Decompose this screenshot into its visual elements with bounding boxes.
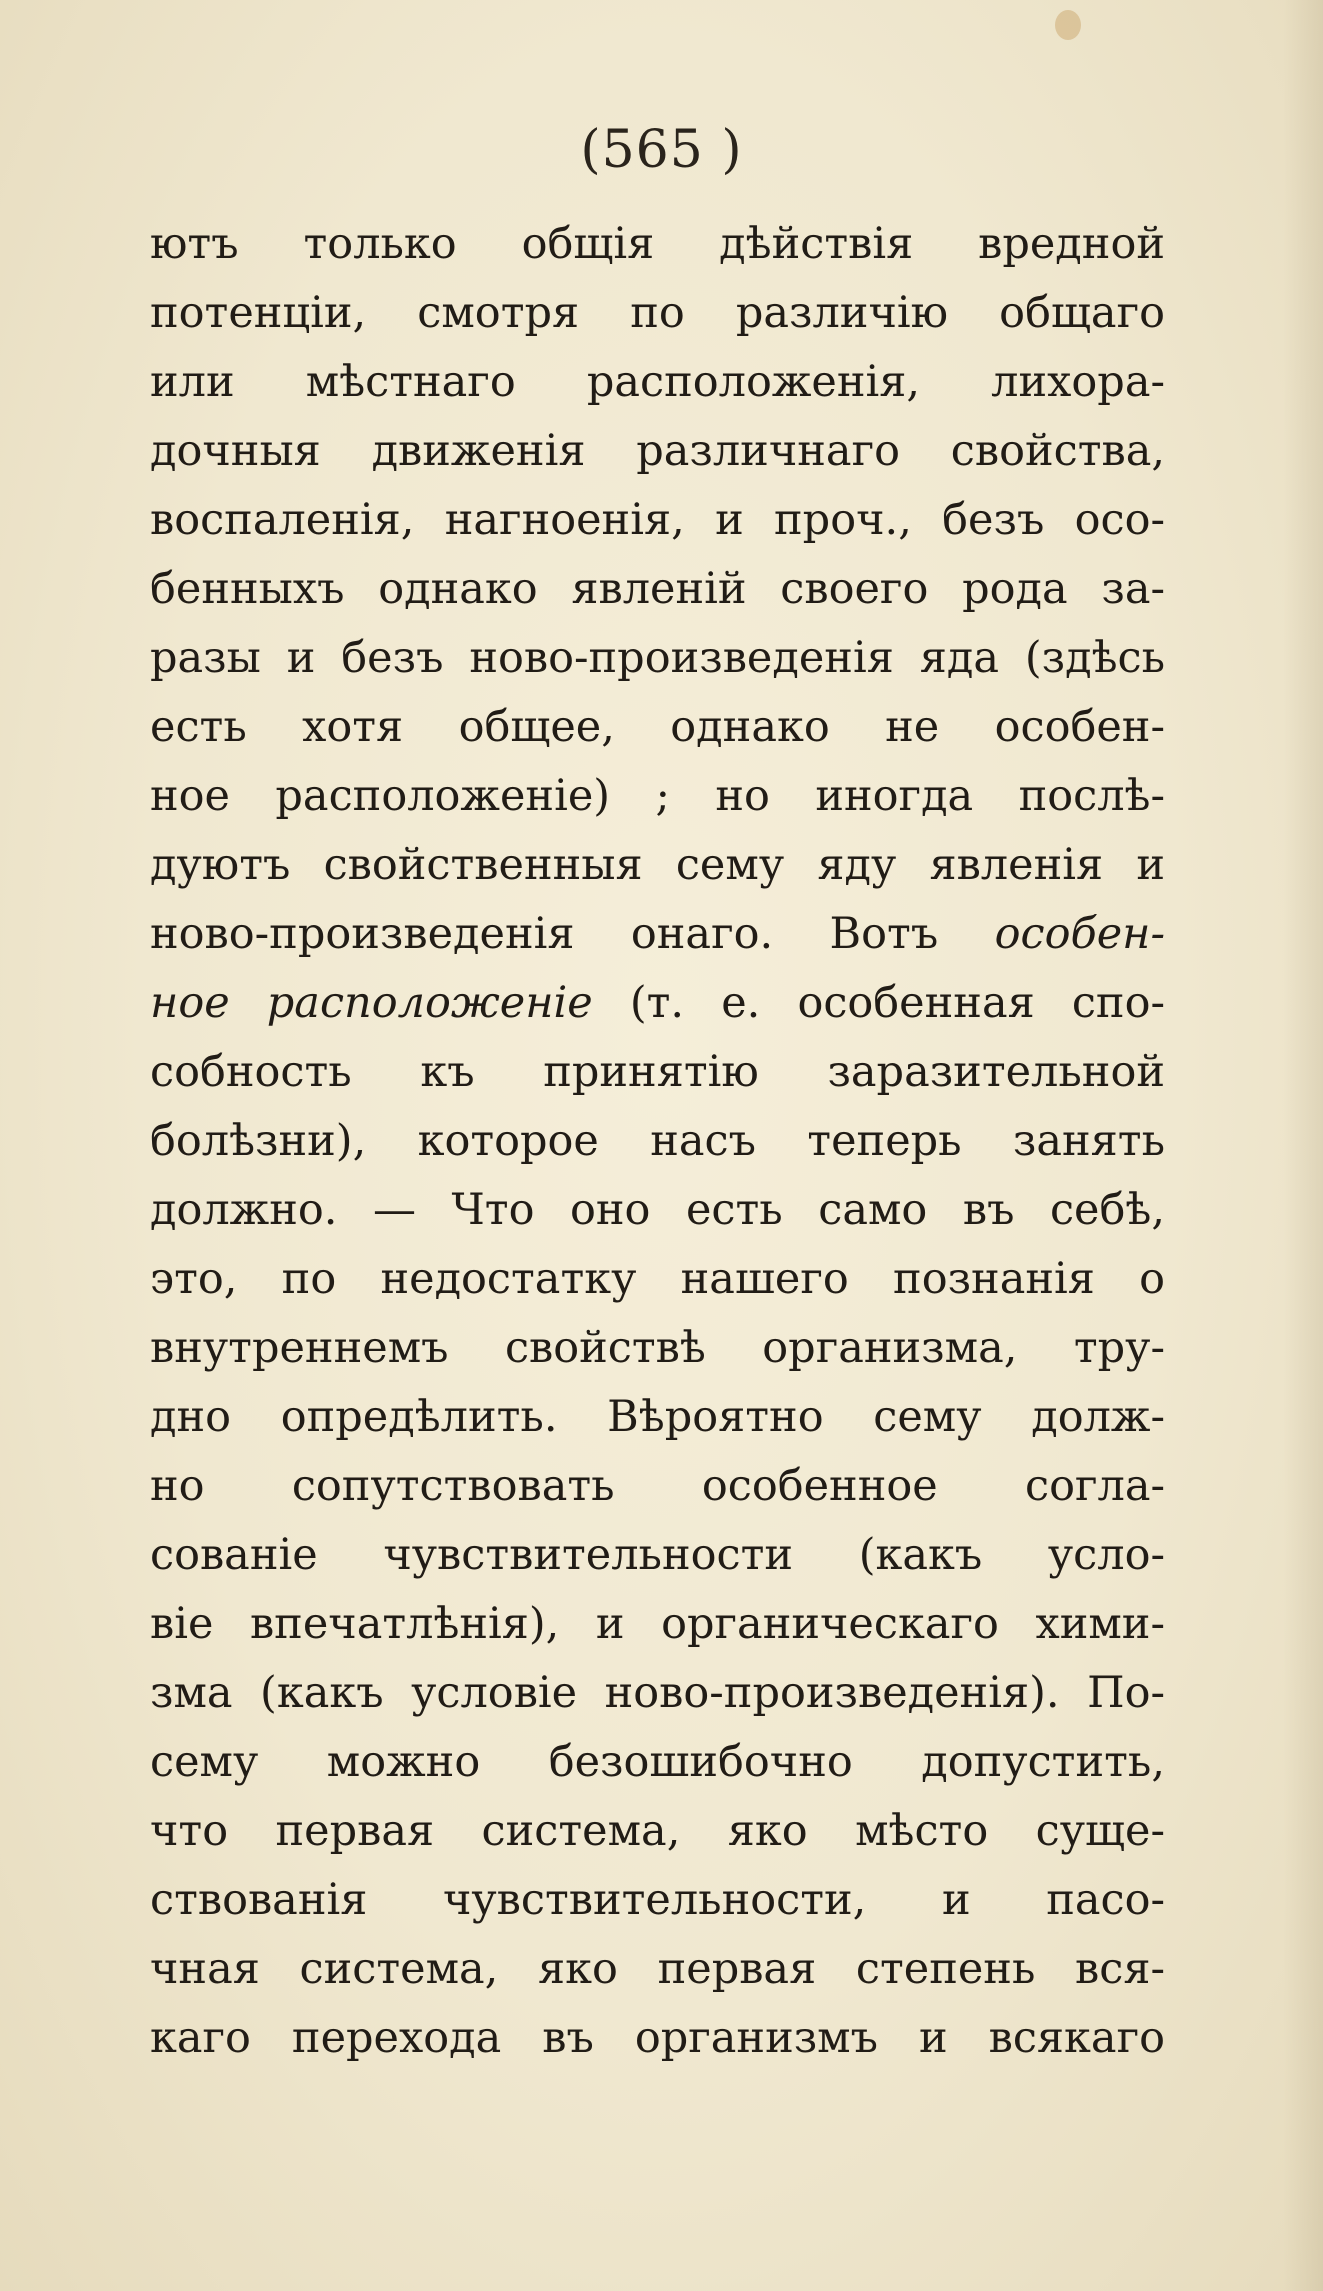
text-line: это, по недостатку нашего познанія о [150,1254,1165,1304]
text-line: воспаленія, нагноенія, и проч., безъ осо- [150,495,1165,545]
text-line: ное расположеніе) ; но иногда послѣ- [150,771,1165,821]
italic-term: ное расположеніе [150,978,593,1028]
page-number: (565 ) [580,120,743,180]
text-line: что первая система, яко мѣсто суще- [150,1806,1165,1856]
text-line: сованіе чувствительности (какъ усло- [150,1530,1165,1580]
text-segment: ново-произведенія онаго. Вотъ [150,909,939,959]
body-text [150,210,1165,2073]
text-line: собность къ принятію заразительной [150,1047,1165,1097]
text-line: бенныхъ однако явленій своего рода за- [150,564,1165,614]
text-line: зма (какъ условіе ново-произведенія). По- [150,1668,1165,1718]
text-line: есть хотя общее, однако не особен- [150,702,1165,752]
text-line: внутреннемъ свойствѣ организма, тру- [150,1323,1165,1373]
text-line: дочныя движенія различнаго свойства, [150,426,1165,476]
text-line: дно опредѣлить. Вѣроятно сему долж- [150,1392,1165,1442]
text-line: должно. — Что оно есть само въ себѣ, [150,1185,1165,1235]
text-line: дуютъ свойственныя сему яду явленія и [150,840,1165,890]
text-line: віе впечатлѣнія), и органическаго хими- [150,1599,1165,1649]
text-line: потенціи, смотря по различію общаго [150,288,1165,338]
text-line: ютъ только общія дѣйствія вредной [150,219,1165,269]
page-edge-shadow [1283,0,1323,2291]
text-line: или мѣстнаго расположенія, лихора- [150,357,1165,407]
text-segment: (т. е. особенная спо- [592,978,1165,1028]
text-line: чная система, яко первая степень вся- [150,1944,1165,1994]
text-line: ствованія чувствительности, и пасо- [150,1875,1165,1925]
text-line: каго перехода въ организмъ и всякаго [150,2013,1165,2063]
text-line: разы и безъ ново-произведенія яда (здѣсь [150,633,1165,683]
text-line: болѣзни), которое насъ теперь занять [150,1116,1165,1166]
text-line: но сопутствовать особенное согла- [150,1461,1165,1511]
paper-stain [1055,10,1081,40]
text-line-with-italic [150,900,1165,969]
italic-term: особен- [994,909,1165,959]
text-line: сему можно безошибочно допустить, [150,1737,1165,1787]
text-line-with-italic [150,969,1165,1038]
